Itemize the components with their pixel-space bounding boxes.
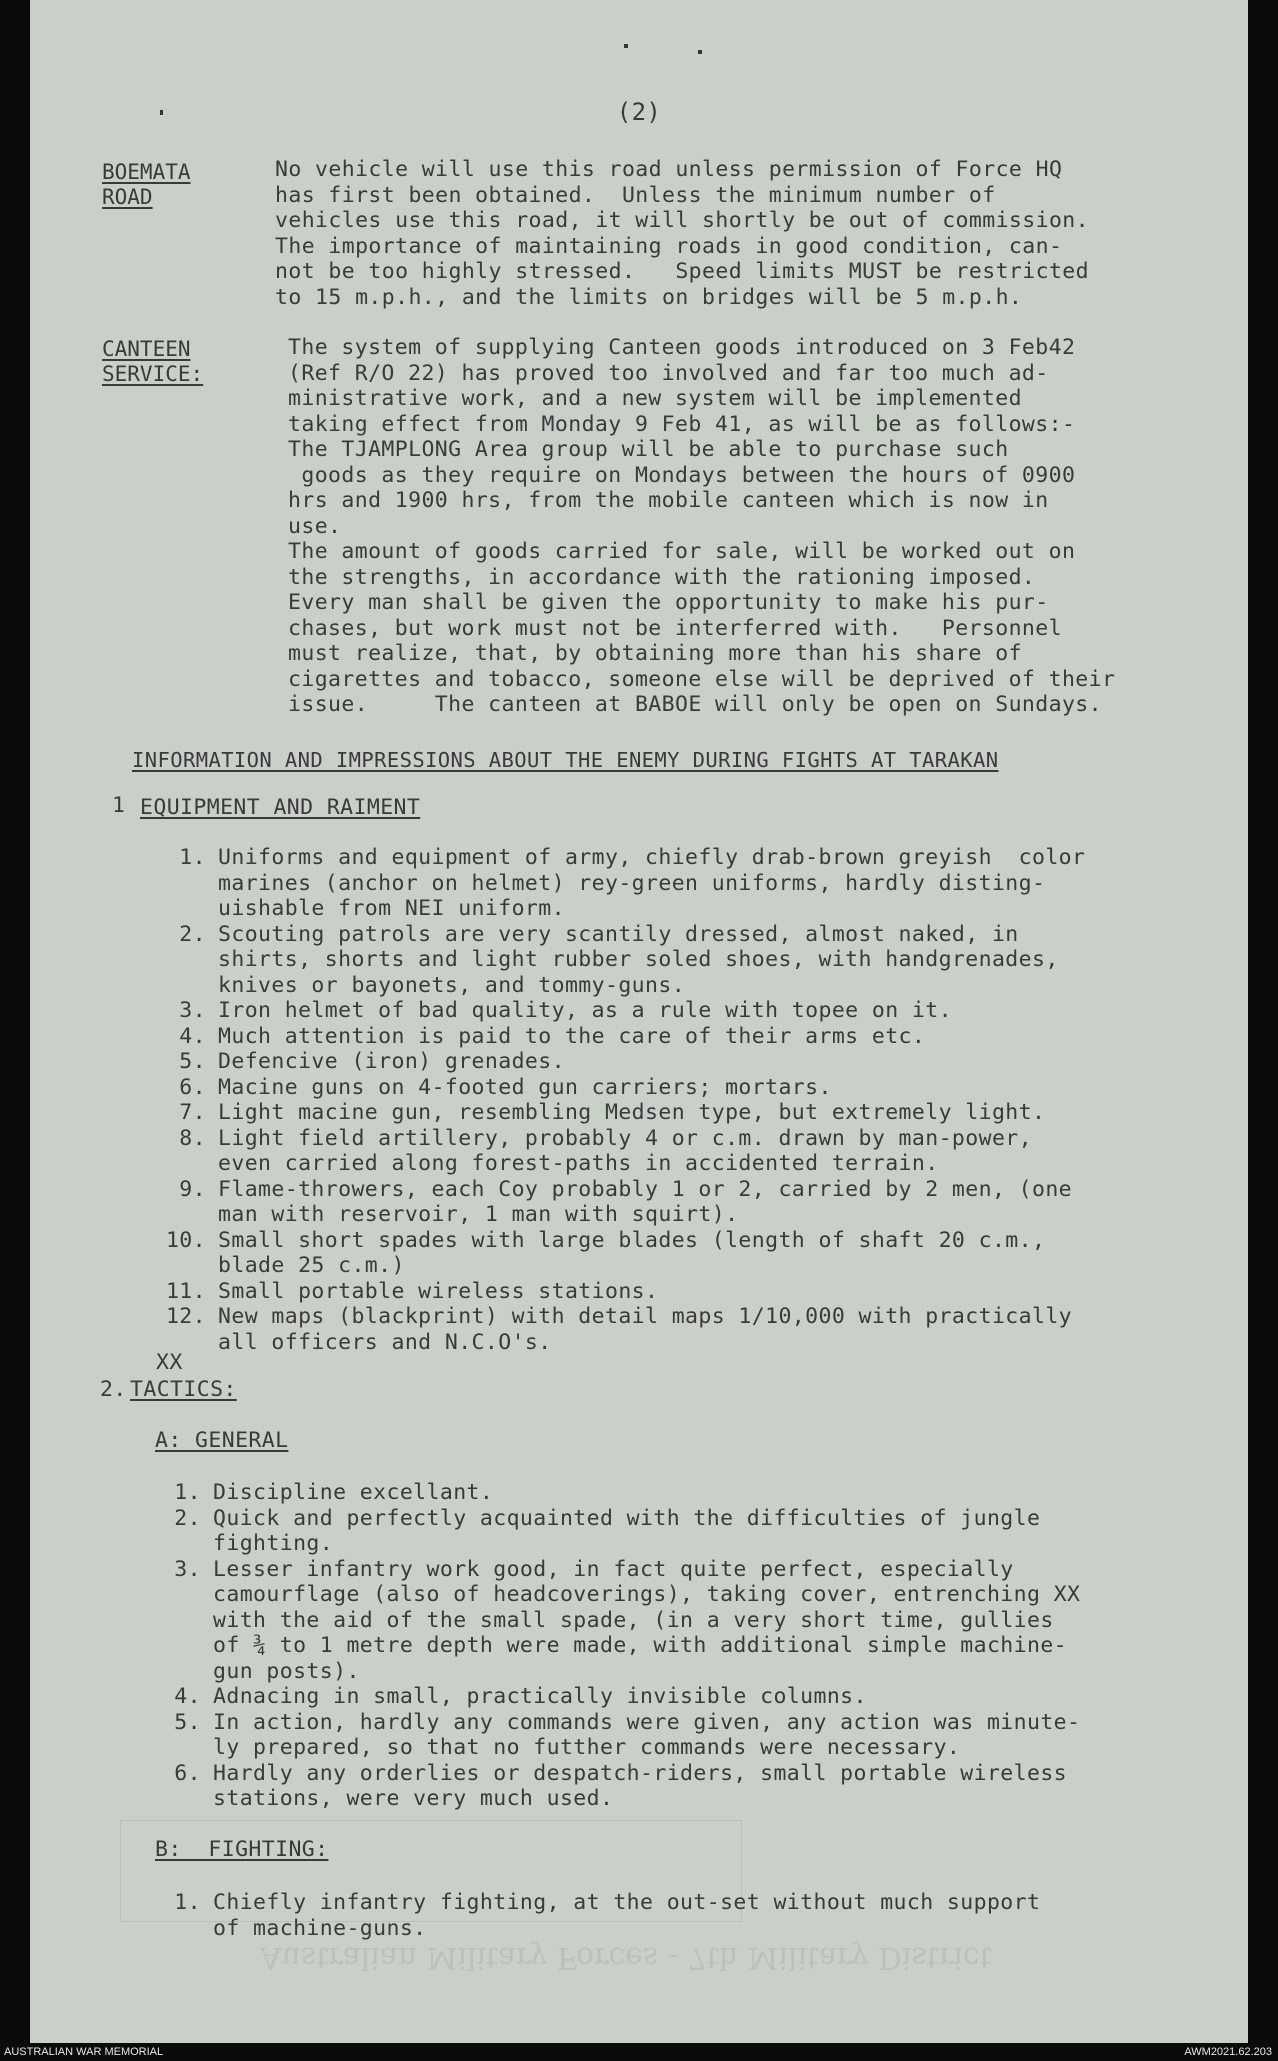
list-item <box>150 922 1085 999</box>
general-subheading: A: GENERAL <box>155 1428 289 1453</box>
text-line: The system of supplying Canteen goods introduced on 3 Feb42 <box>288 335 1076 360</box>
text-line: shirts, shorts and light rubber soled shoes, with handgrenades, <box>218 947 1059 972</box>
item-text <box>218 845 1085 922</box>
text-line: Defencive (iron) grenades. <box>218 1049 565 1074</box>
item-number: 4. <box>179 1023 206 1049</box>
text-line: The amount of goods carried for sale, will be worked out on <box>288 539 1076 564</box>
equipment-list <box>150 845 1085 1355</box>
text-line: Quick and perfectly acquainted with the difficulties of jungle <box>213 1505 1041 1531</box>
section-1-number: 1 <box>112 793 126 818</box>
list-item <box>145 1506 1080 1557</box>
text-line: taking effect from Monday 9 Feb 41, as will be as follows:- <box>288 411 1076 437</box>
text-line: knives or bayonets, and tommy-guns. <box>218 972 686 998</box>
text-line: ly prepared, so that no futther commands were necessary. <box>213 1735 961 1760</box>
text-line: marines (anchor on helmet) rey-green uniforms, hardly disting- <box>218 870 1046 896</box>
text-line: New maps (blackprint) with detail maps 1/10,000 with practically <box>218 1304 1073 1329</box>
item-number: 6. <box>174 1760 201 1786</box>
item-number: 3. <box>174 1556 201 1582</box>
enemy-information-heading: INFORMATION AND IMPRESSIONS ABOUT THE ENEMY DURING FIGHTS AT TARAKAN <box>132 748 999 772</box>
item-number: 2. <box>179 921 206 947</box>
text-line: of machine-guns. <box>213 1915 427 1941</box>
text-line: The importance of maintaining roads in good condition, can- <box>275 233 1063 259</box>
text-line: with the aid of the small spade, (in a very short time, gullies <box>213 1607 1054 1633</box>
text-line: to 15 m.p.h., and the limits on bridges will be 5 m.p.h. <box>275 284 1023 310</box>
text-line: Small short spades with large blades (length of shaft 20 c.m., <box>218 1227 1046 1253</box>
item-number: 9. <box>179 1176 206 1202</box>
item-number: 7. <box>179 1100 206 1125</box>
item-text <box>218 998 952 1024</box>
item-number: 10. <box>165 1227 206 1253</box>
text-line: Small portable wireless stations. <box>218 1278 659 1304</box>
page-number: (2) <box>616 98 662 126</box>
item-text <box>213 1506 1040 1557</box>
item-number: 3. <box>179 998 206 1023</box>
item-number: 12. <box>165 1304 206 1329</box>
footer-source: AUSTRALIAN WAR MEMORIAL <box>4 2046 164 2058</box>
text-line: Discipline excellant. <box>213 1480 494 1505</box>
text-line: stations, were very much used. <box>213 1786 614 1811</box>
text-line: man with reservoir, 1 man with squirt). <box>218 1202 739 1227</box>
ink-mark <box>698 50 702 54</box>
item-number: 1. <box>174 1890 201 1915</box>
item-number: 2. <box>174 1505 201 1531</box>
text-line: Macine guns on 4-footed gun carriers; mortars. <box>218 1074 832 1100</box>
item-text <box>218 1228 1045 1279</box>
list-item <box>145 1761 1080 1812</box>
item-text <box>218 1024 925 1050</box>
general-list <box>145 1480 1080 1812</box>
canteen-service-paragraph <box>288 335 1115 718</box>
text-line: all officers and N.C.O's. <box>218 1329 552 1355</box>
item-text <box>213 1890 1040 1941</box>
section-2-title: TACTICS: <box>130 1377 237 1402</box>
text-line: fighting. <box>213 1531 334 1556</box>
item-text <box>213 1710 1080 1761</box>
text-line: The TJAMPLONG Area group will be able to purchase such <box>288 437 1009 462</box>
text-line: issue. The canteen at BABOE will only be open on Sundays. <box>288 692 1102 717</box>
text-line: In action, hardly any commands were given, any action was minute- <box>213 1709 1081 1735</box>
struck-out-mark: XX <box>156 1350 183 1375</box>
item-text <box>213 1557 1080 1685</box>
item-text <box>218 1279 658 1305</box>
text-line: ministrative work, and a new system will be implemented <box>288 386 1022 411</box>
section-2-number: 2. <box>100 1377 127 1402</box>
fighting-list <box>145 1890 1040 1941</box>
text-line: of ¾ to 1 metre depth were made, with additional simple machine- <box>213 1633 1068 1658</box>
list-item <box>145 1890 1040 1941</box>
item-text <box>218 1049 565 1075</box>
text-line: blade 25 c.m.) <box>218 1253 405 1278</box>
text-line: Lesser infantry work good, in fact quite perfect, especially <box>213 1556 1014 1582</box>
fighting-subheading: B: FIGHTING: <box>155 1837 329 1862</box>
item-number: 1. <box>174 1480 201 1505</box>
text-line: has first been obtained. Unless the minimum number of <box>275 182 996 208</box>
list-item <box>150 1024 1085 1050</box>
text-line: cigarettes and tobacco, someone else will be deprived of their <box>288 666 1116 692</box>
item-text <box>218 1126 1032 1177</box>
section-1-title: EQUIPMENT AND RAIMENT <box>140 795 421 820</box>
text-line: even carried along forest-paths in accidented terrain. <box>218 1151 939 1176</box>
text-line: Adnacing in small, practically invisible columns. <box>213 1684 867 1709</box>
item-number: 5. <box>174 1709 201 1735</box>
list-item <box>145 1557 1080 1685</box>
list-item <box>145 1710 1080 1761</box>
item-text <box>218 922 1059 999</box>
canteen-service-label: CANTEEN SERVICE: <box>102 337 204 386</box>
text-line: use. <box>288 513 342 539</box>
text-line: No vehicle will use this road unless permission of Force HQ <box>275 157 1063 182</box>
list-item <box>145 1480 1080 1506</box>
list-item <box>150 845 1085 922</box>
list-item <box>150 1177 1085 1228</box>
list-item <box>150 1228 1085 1279</box>
list-item <box>145 1684 1080 1710</box>
item-number: 5. <box>179 1049 206 1074</box>
list-item <box>150 1049 1085 1075</box>
item-number: 11. <box>165 1278 206 1304</box>
footer-reference: AWM2021.62.203 <box>1184 2046 1272 2058</box>
text-line: camourflage (also of headcoverings), taking cover, entrenching XX <box>213 1582 1081 1607</box>
list-item <box>150 1279 1085 1305</box>
text-line: goods as they require on Mondays between the hours of 0900 <box>288 462 1076 488</box>
text-line: Every man shall be given the opportunity to make his pur- <box>288 590 1049 615</box>
item-text <box>218 1075 832 1101</box>
item-text <box>218 1304 1072 1355</box>
item-text <box>218 1177 1072 1228</box>
item-number: 4. <box>174 1684 201 1709</box>
text-line: Chiefly infantry fighting, at the out-set without much support <box>213 1890 1041 1915</box>
text-line: (Ref R/O 22) has proved too involved and far too much ad- <box>288 360 1049 386</box>
text-line: vehicles use this road, it will shortly be out of commission. <box>275 208 1089 233</box>
text-line: Light macine gun, resembling Medsen type, but extremely light. <box>218 1100 1046 1125</box>
text-line: chases, but work must not be interferred with. Personnel <box>288 615 1062 641</box>
boemata-road-paragraph <box>275 157 1089 310</box>
document-page <box>30 0 1248 2043</box>
item-text <box>213 1684 867 1710</box>
list-item <box>150 1304 1085 1355</box>
list-item <box>150 998 1085 1024</box>
text-line: the strengths, in accordance with the rationing imposed. <box>288 564 1036 590</box>
list-item <box>150 1100 1085 1126</box>
text-line: hrs and 1900 hrs, from the mobile canteen which is now in <box>288 488 1049 513</box>
list-item <box>150 1075 1085 1101</box>
text-line: Light field artillery, probably 4 or c.m. drawn by man-power, <box>218 1125 1032 1151</box>
text-line: Iron helmet of bad quality, as a rule with topee on it. <box>218 998 952 1023</box>
stamp-bleed-through: Australian Military Forces - 7th Military District <box>260 1940 992 1975</box>
item-number: 1. <box>179 845 206 870</box>
item-text <box>218 1100 1045 1126</box>
text-line: Hardly any orderlies or despatch-riders, small portable wireless <box>213 1760 1068 1786</box>
item-number: 6. <box>179 1074 206 1100</box>
text-line: Uniforms and equipment of army, chiefly drab-brown greyish color <box>218 845 1086 870</box>
list-item <box>150 1126 1085 1177</box>
boemata-road-label: BOEMATA ROAD <box>102 160 191 209</box>
item-number: 8. <box>179 1125 206 1151</box>
text-line: not be too highly stressed. Speed limits MUST be restricted <box>275 259 1089 284</box>
item-text <box>213 1761 1067 1812</box>
text-line: must realize, that, by obtaining more than his share of <box>288 641 1022 666</box>
text-line: Flame-throwers, each Coy probably 1 or 2, carried by 2 men, (one <box>218 1176 1073 1202</box>
item-text <box>213 1480 493 1506</box>
text-line: uishable from NEI uniform. <box>218 896 565 921</box>
ink-mark <box>624 44 628 48</box>
text-line: Scouting patrols are very scantily dressed, almost naked, in <box>218 921 1019 947</box>
text-line: gun posts). <box>213 1658 360 1684</box>
text-line: Much attention is paid to the care of their arms etc. <box>218 1023 926 1049</box>
